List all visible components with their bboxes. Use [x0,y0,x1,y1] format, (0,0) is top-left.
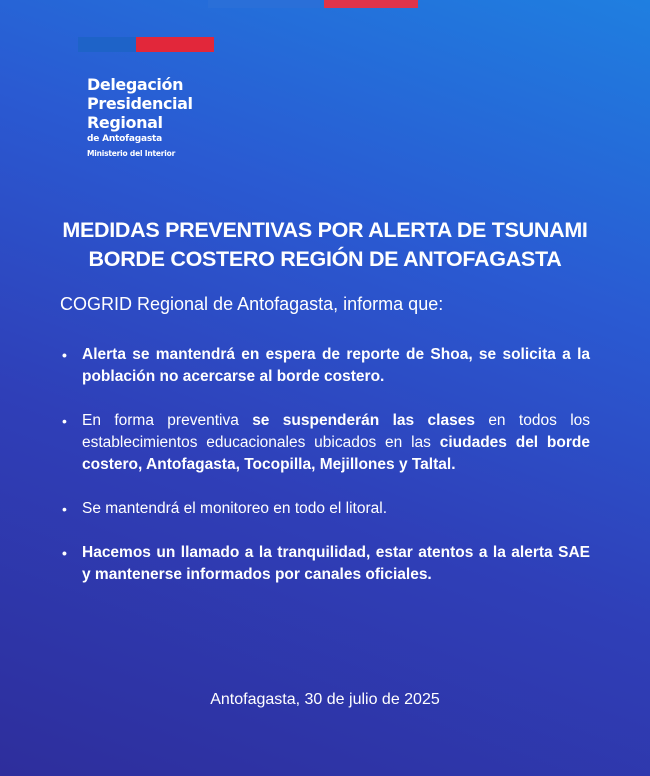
logo-flag-blue [78,37,136,52]
bullet-text: Hacemos un llamado a la tranquilidad, estar atentos a la alerta SAE y mantenerse informados por canales oficiales. [82,544,590,583]
list-item [60,542,590,586]
bullet-text: Se mantendrá el monitoreo en todo el litoral. [82,500,388,517]
title-line-1: MEDIDAS PREVENTIVAS POR ALERTA DE TSUNAMI [62,218,588,242]
top-accent-red [324,0,418,8]
logo-flag-bar [78,37,214,52]
bullet-text-regular: en todos los establecimientos educacionales ubicados en las [82,412,591,451]
bullet-dot: • [62,545,67,561]
top-accent-blue [208,0,320,8]
logo-line-2: Presidencial [87,94,193,113]
logo-line-5: Ministerio del Interior [87,149,176,158]
intro-text: COGRID Regional de Antofagasta, informa que: [60,294,444,314]
logo-line-1: Delegación [87,75,184,94]
list-item [60,410,590,476]
logo-flag-red [136,37,214,52]
delegacion-logo [78,37,278,160]
list-item [60,498,590,520]
measures-list [60,344,590,586]
title-line-2: BORDE COSTERO REGIÓN DE ANTOFAGASTA [88,247,562,271]
bullet-text: Alerta se mantendrá en espera de reporte de Shoa, se solicita a la población no acercarse al borde costero. [82,346,590,385]
bullet-text-regular: En forma preventiva [82,412,253,429]
date-footer: Antofagasta, 30 de julio de 2025 [210,691,440,708]
logo-line-3: Regional [87,113,163,132]
bullet-dot: • [62,347,67,363]
bullet-text-bold: ciudades del borde costero, Antofagasta, Tocopilla, Mejillones y Taltal. [82,434,590,473]
logo-line-4: de Antofagasta [87,134,162,144]
list-item [60,344,590,388]
bullet-dot: • [62,413,67,429]
bullet-text-bold: se suspenderán las clases [252,412,475,429]
page-title [0,216,650,274]
bullet-dot: • [62,501,67,517]
